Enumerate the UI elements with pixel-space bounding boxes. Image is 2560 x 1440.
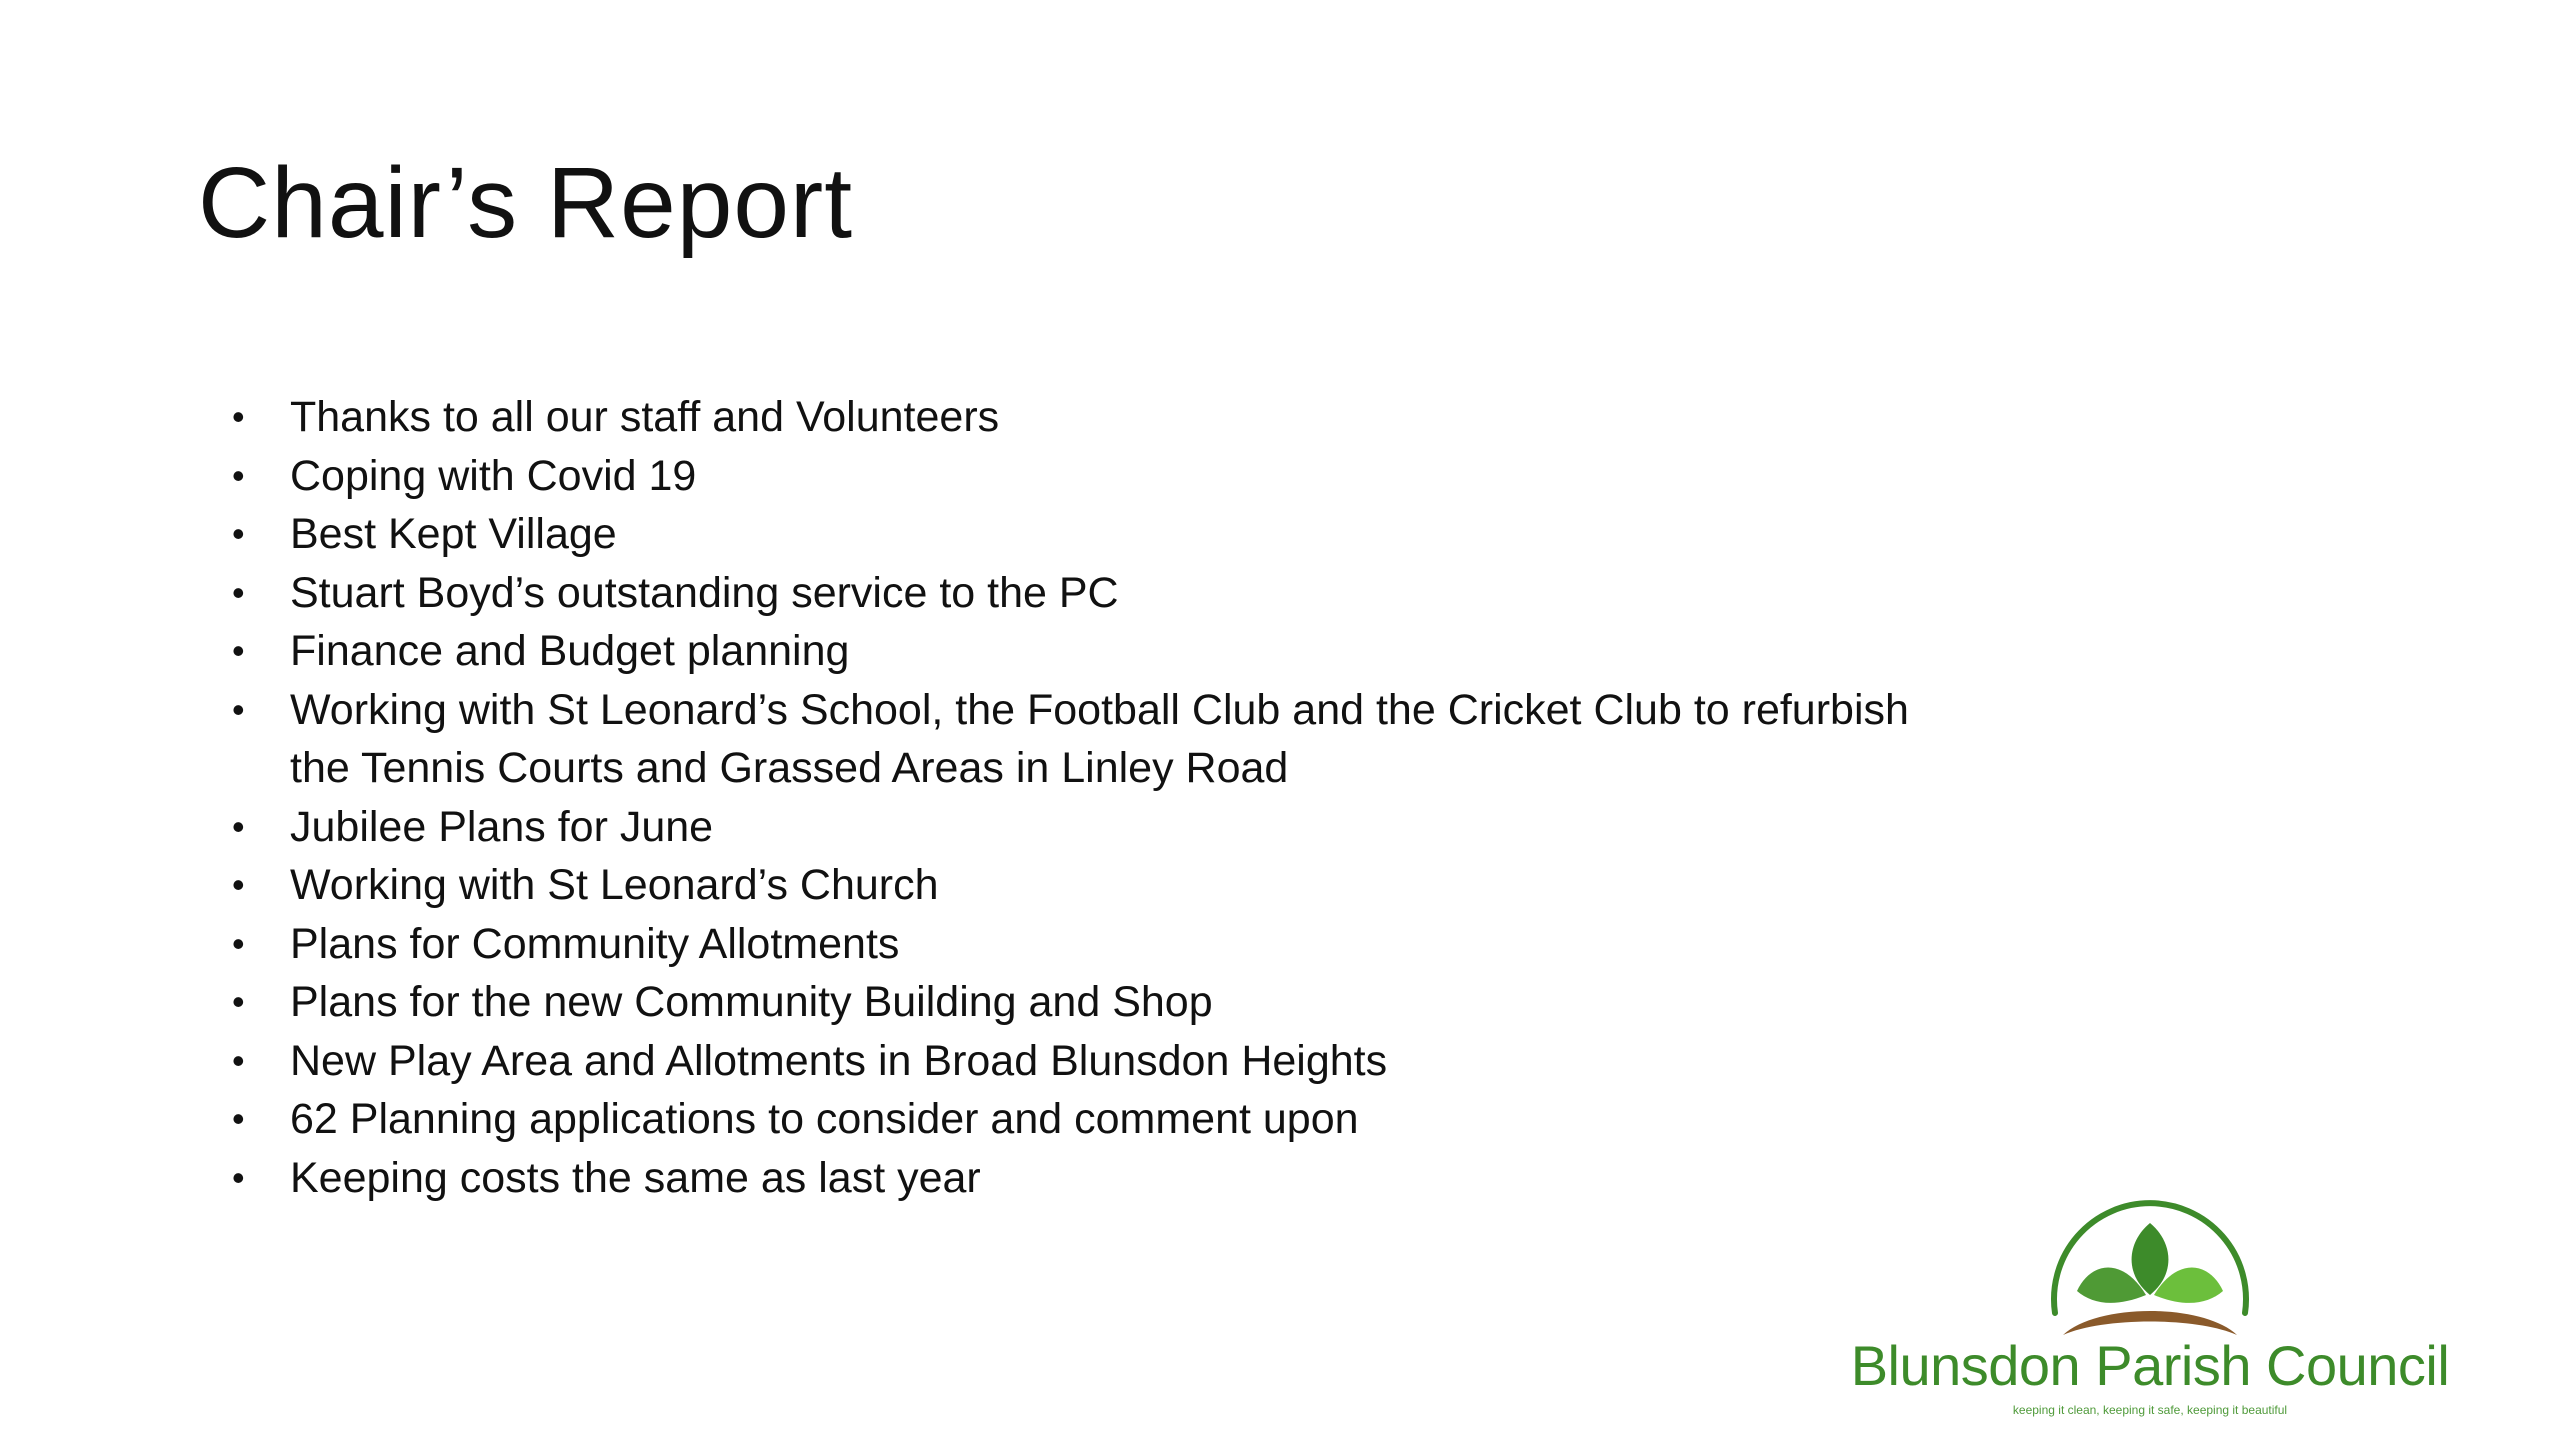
- bullet-text: Working with St Leonard’s Church: [290, 861, 939, 909]
- bullet-text: Best Kept Village: [290, 510, 617, 558]
- bullet-list: [228, 388, 1928, 1207]
- bullet-text: Working with St Leonard’s School, the Football Club and the Cricket Club to refurbish the Tennis Courts and Grassed Areas in Linley Road: [290, 685, 1909, 792]
- bullet-text: Thanks to all our staff and Volunteers: [290, 393, 1000, 441]
- bullet-text: 62 Planning applications to consider and comment upon: [290, 1095, 1359, 1143]
- bullet-item: [228, 915, 1928, 974]
- logo-tagline: keeping it clean, keeping it safe, keeping it beautiful: [2012, 1403, 2288, 1417]
- bullet-item: [228, 564, 1928, 623]
- parish-council-logo: [1840, 1195, 2460, 1425]
- bullet-dot-icon: •: [232, 571, 245, 613]
- bullet-dot-icon: •: [232, 630, 245, 671]
- bullet-item: [228, 681, 1928, 798]
- bullet-item: [228, 973, 1928, 1032]
- bullet-dot-icon: •: [232, 1039, 245, 1081]
- leaf-emblem-icon: [2047, 1195, 2253, 1345]
- bullet-text: Keeping costs the same as last year: [290, 1153, 981, 1202]
- bullet-text: Plans for the new Community Building and Shop: [290, 978, 1213, 1026]
- bullet-item: [228, 505, 1928, 564]
- bullet-text: Finance and Budget planning: [290, 627, 850, 675]
- bullet-item: [228, 856, 1928, 915]
- bullet-item: [228, 1032, 1928, 1091]
- bullet-item: [228, 1090, 1928, 1149]
- bullet-dot-icon: •: [232, 805, 245, 847]
- bullet-dot-icon: •: [232, 981, 245, 1022]
- bullet-text: New Play Area and Allotments in Broad Blunsdon Heights: [290, 1036, 1388, 1085]
- bullet-dot-icon: •: [232, 454, 245, 496]
- bullet-dot-icon: •: [232, 513, 245, 554]
- bullet-text: Plans for Community Allotments: [290, 919, 900, 968]
- bullet-dot-icon: •: [232, 688, 245, 730]
- bullet-text: Jubilee Plans for June: [290, 802, 714, 851]
- bullet-item: [228, 622, 1928, 681]
- bullet-dot-icon: •: [232, 1156, 245, 1198]
- bullet-dot-icon: •: [232, 396, 245, 437]
- bullet-item: [228, 1149, 1928, 1208]
- bullet-dot-icon: •: [232, 864, 245, 905]
- logo-name: Blunsdon Parish Council: [1850, 1334, 2450, 1397]
- bullet-dot-icon: •: [232, 1098, 245, 1139]
- bullet-text: Stuart Boyd’s outstanding service to the PC: [290, 568, 1119, 617]
- slide-title: Chair’s Report: [198, 147, 854, 259]
- bullet-item: [228, 798, 1928, 857]
- bullet-item: [228, 388, 1928, 447]
- bullet-dot-icon: •: [232, 922, 245, 964]
- bullet-text: Coping with Covid 19: [290, 451, 697, 500]
- bullet-item: [228, 447, 1928, 506]
